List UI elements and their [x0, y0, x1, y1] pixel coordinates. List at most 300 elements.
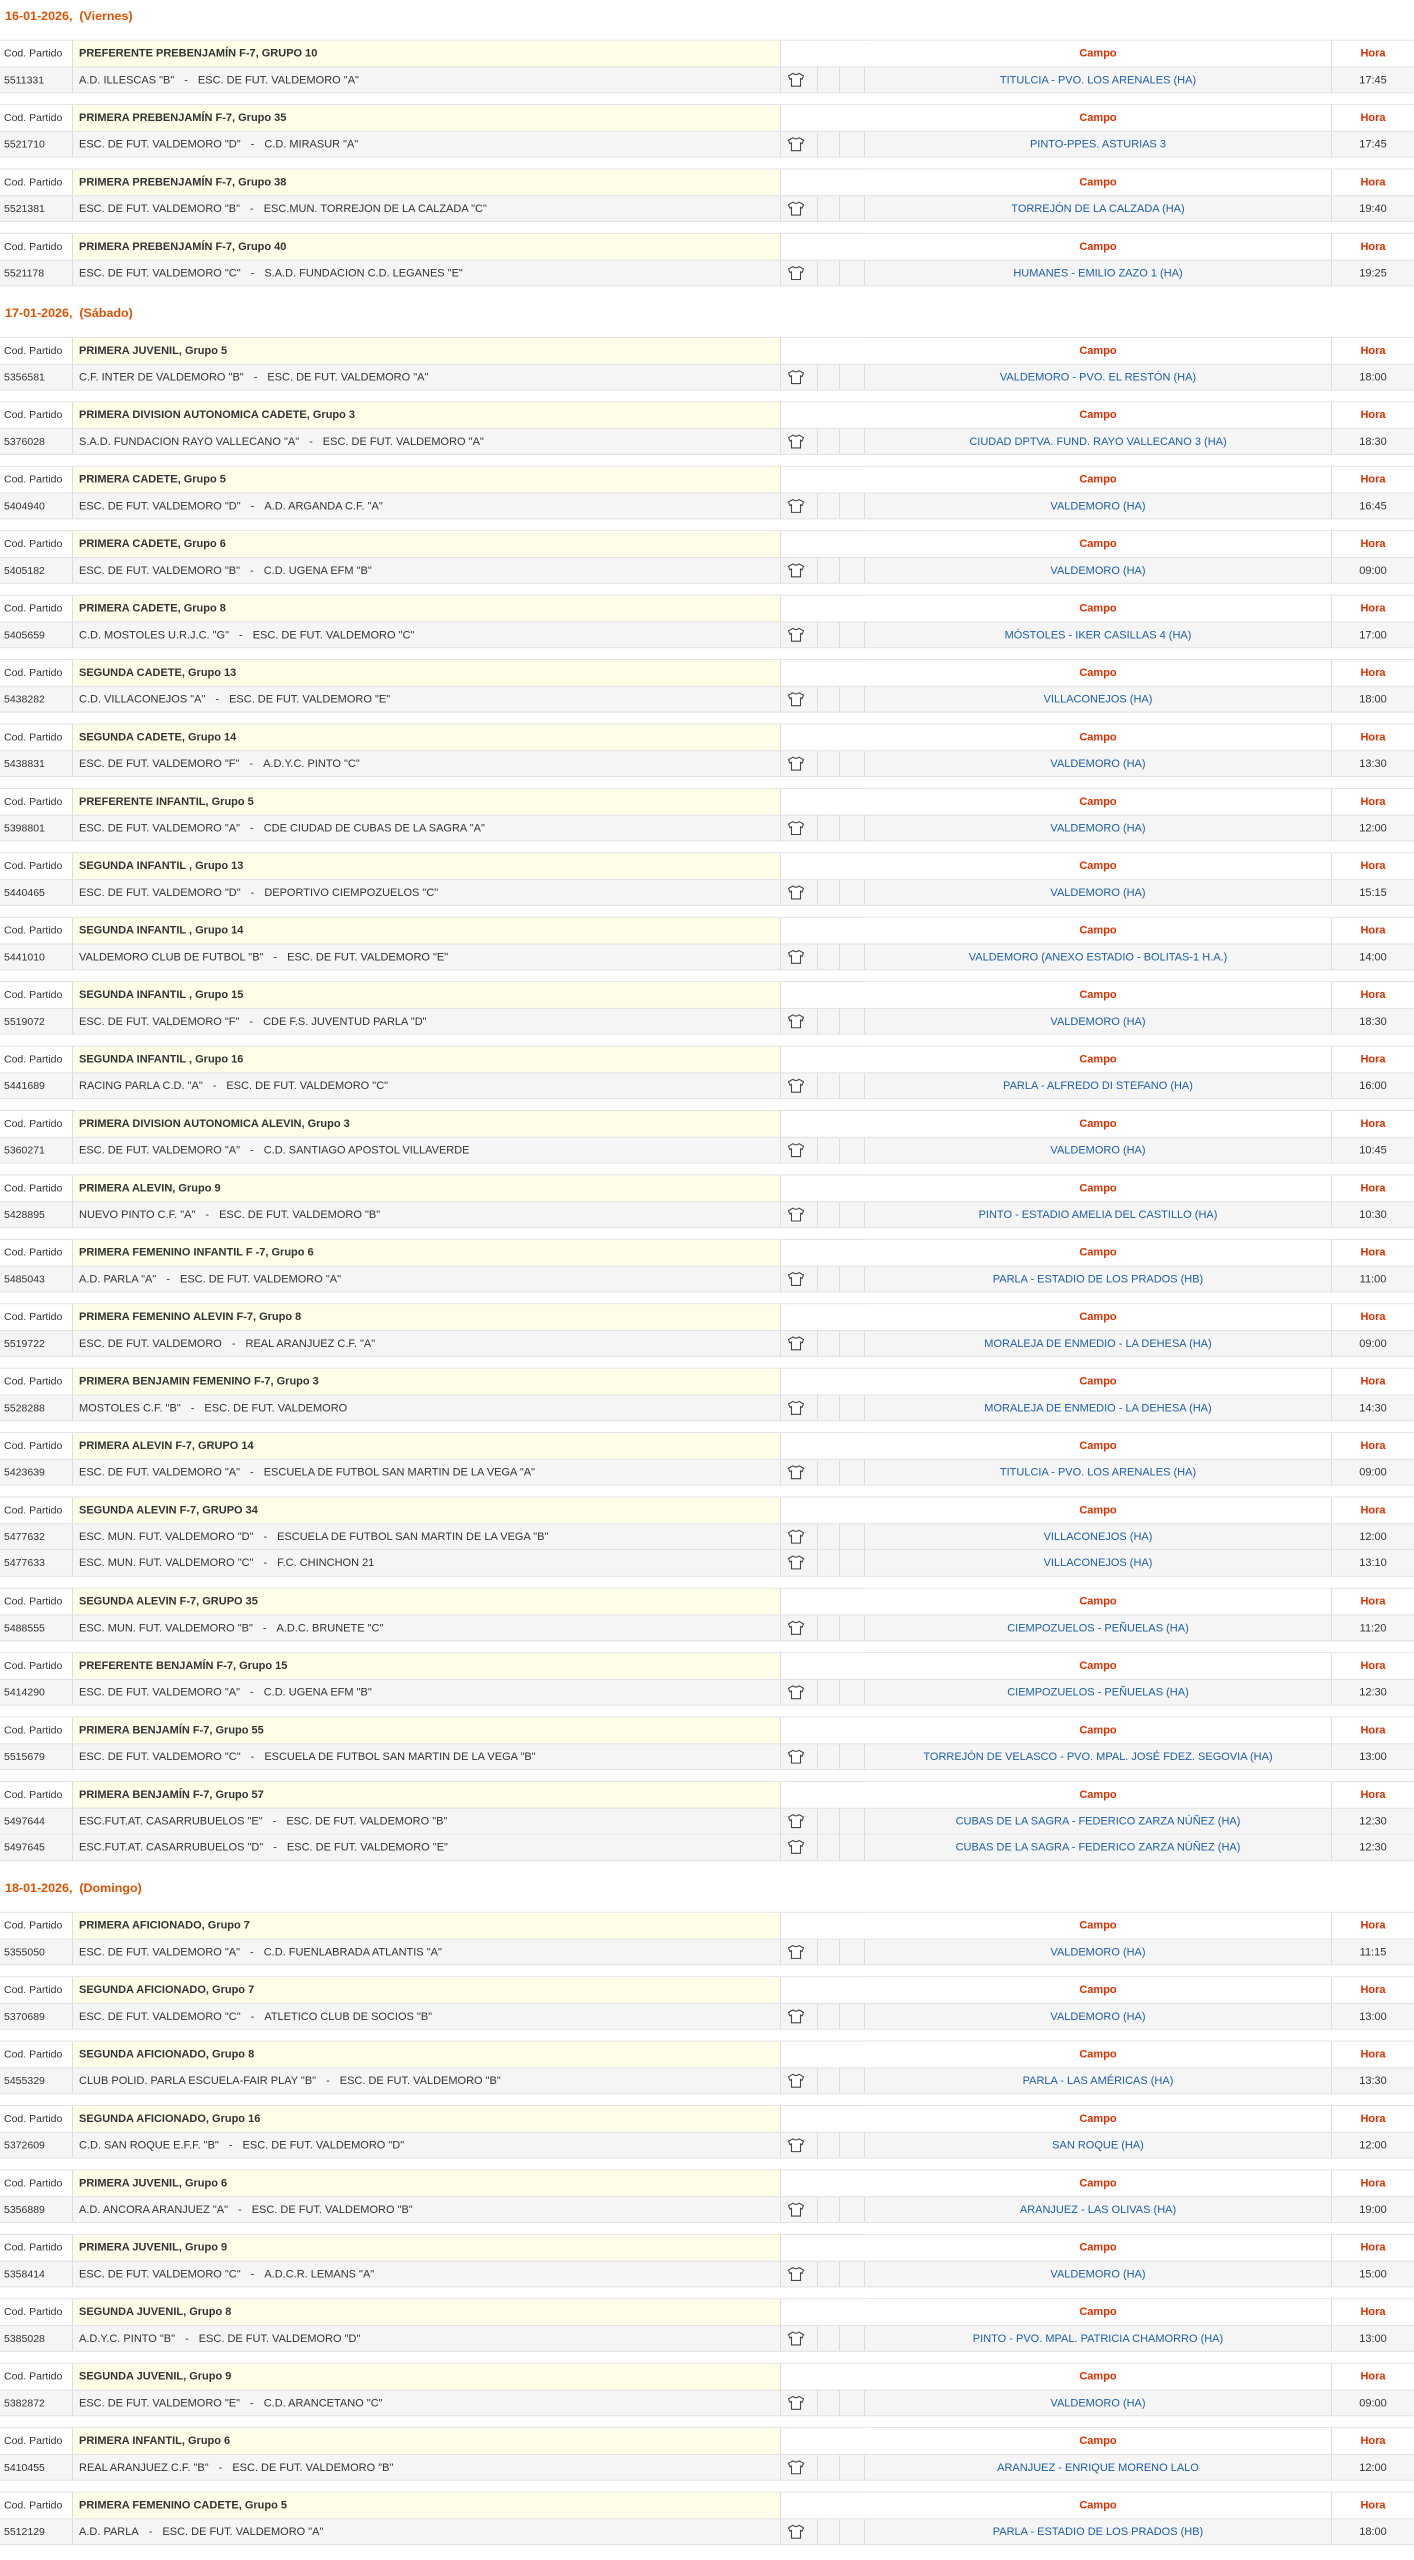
team-separator: - — [250, 267, 255, 280]
shirt-icon[interactable] — [787, 1813, 805, 1828]
venue-link[interactable]: VILLACONEJOS (HA) — [865, 1550, 1332, 1576]
home-team[interactable]: VALDEMORO CLUB DE FUTBOL "B" — [79, 951, 264, 964]
competition-name[interactable]: PRIMERA INFANTIL, Grupo 6 — [73, 2428, 781, 2454]
competition-name[interactable]: SEGUNDA INFANTIL , Grupo 14 — [73, 918, 781, 944]
home-team[interactable]: ESC. DE FUT. VALDEMORO — [79, 1337, 222, 1350]
home-team[interactable]: A.D.Y.C. PINTO "B" — [79, 2333, 176, 2345]
match-teams — [73, 261, 781, 286]
away-team[interactable]: C.D. UGENA EFM "B" — [263, 564, 372, 577]
shirt-icon[interactable] — [787, 369, 805, 384]
venue-link[interactable]: VALDEMORO (HA) — [865, 1940, 1332, 1965]
shirt-icon[interactable] — [787, 2009, 805, 2024]
away-team[interactable]: S.A.D. FUNDACION C.D. LEGANES "E" — [264, 267, 463, 280]
competition-header — [0, 40, 1414, 67]
cell-divider — [839, 2262, 840, 2287]
col-campo: Campo — [865, 2364, 1332, 2390]
competition-block — [0, 981, 1414, 1035]
col-hora: Hora — [1360, 2112, 1386, 2125]
shirt-icon[interactable] — [787, 265, 805, 280]
away-team[interactable]: ESC. DE FUT. VALDEMORO "A" — [197, 74, 359, 87]
home-team[interactable]: ESC. DE FUT. VALDEMORO "A" — [79, 822, 241, 835]
competition-name[interactable]: PRIMERA ALEVIN F-7, GRUPO 14 — [73, 1433, 781, 1459]
shirt-cell[interactable] — [781, 429, 865, 454]
away-team[interactable]: C.D. FUENLABRADA ATLANTIS "A" — [263, 1946, 442, 1959]
match-teams — [73, 429, 781, 454]
shirt-cell[interactable] — [781, 751, 865, 776]
match-time: 12:00 — [1359, 2139, 1387, 2152]
shirt-icon[interactable] — [787, 498, 805, 513]
home-team[interactable]: ESC. DE FUT. VALDEMORO "D" — [79, 500, 241, 513]
shirt-icon[interactable] — [787, 1620, 805, 1635]
cell-divider — [839, 880, 840, 905]
shirt-icon[interactable] — [787, 1749, 805, 1764]
home-team[interactable]: ESC. DE FUT. VALDEMORO "B" — [79, 564, 241, 577]
venue-link[interactable]: TITULCIA - PVO. LOS ARENALES (HA) — [865, 67, 1332, 92]
home-team[interactable]: ESC.FUT.AT. CASARRUBUELOS "E" — [79, 1815, 263, 1828]
venue-link[interactable]: MORALEJA DE ENMEDIO - LA DEHESA (HA) — [865, 1395, 1332, 1420]
home-team[interactable]: C.D. VILLACONEJOS "A" — [79, 693, 206, 706]
home-team[interactable]: C.F. INTER DE VALDEMORO "B" — [79, 371, 244, 384]
shirt-cell[interactable] — [781, 1615, 865, 1640]
shirt-icon[interactable] — [787, 1013, 805, 1028]
match-row — [0, 195, 1414, 222]
competition-name[interactable]: PRIMERA CADETE, Grupo 5 — [73, 467, 781, 493]
venue-link[interactable]: VALDEMORO (HA) — [865, 1138, 1332, 1163]
competition-block — [0, 659, 1414, 713]
shirt-cell[interactable] — [781, 2455, 865, 2480]
col-campo: Campo — [865, 1240, 1332, 1266]
away-team[interactable]: ESC. DE FUT. VALDEMORO "A" — [267, 371, 429, 384]
competition-header — [0, 530, 1414, 557]
cell-divider — [839, 1073, 840, 1098]
away-team[interactable]: ESC. DE FUT. VALDEMORO "B" — [339, 2075, 501, 2088]
shirt-cell[interactable] — [781, 1460, 865, 1485]
competition-block — [0, 530, 1414, 584]
venue-link[interactable]: ARANJUEZ - ENRIQUE MORENO LALO — [865, 2455, 1332, 2480]
venue-link[interactable]: VALDEMORO (HA) — [865, 2004, 1332, 2029]
away-team[interactable]: ESC. DE FUT. VALDEMORO "D" — [242, 2139, 405, 2152]
shirt-cell[interactable] — [781, 1009, 865, 1034]
col-campo: Campo — [865, 1433, 1332, 1459]
team-separator: - — [263, 1556, 268, 1569]
home-team[interactable]: ESC. DE FUT. VALDEMORO "B" — [79, 203, 241, 216]
home-team[interactable]: ESC. DE FUT. VALDEMORO "D" — [79, 138, 241, 151]
competition-name[interactable]: SEGUNDA ALEVIN F-7, GRUPO 35 — [73, 1589, 781, 1615]
shirt-icon[interactable] — [787, 1336, 805, 1351]
competition-name[interactable]: PREFERENTE INFANTIL, Grupo 5 — [73, 789, 781, 815]
home-team[interactable]: RACING PARLA C.D. "A" — [79, 1080, 203, 1093]
away-team[interactable]: ESC.MUN. TORREJON DE LA CALZADA "C" — [263, 203, 487, 216]
match-row — [0, 66, 1414, 93]
competition-name[interactable]: SEGUNDA JUVENIL, Grupo 9 — [73, 2364, 781, 2390]
shirt-icon[interactable] — [787, 2331, 805, 2346]
shirt-cell[interactable] — [781, 1331, 865, 1356]
away-team[interactable]: ESC. DE FUT. VALDEMORO "B" — [286, 1815, 448, 1828]
away-team[interactable]: ESC. DE FUT. VALDEMORO "E" — [286, 1841, 448, 1854]
away-team[interactable]: A.D.C.R. LEMANS "A" — [264, 2268, 375, 2281]
venue-link[interactable]: VILLACONEJOS (HA) — [865, 1524, 1332, 1549]
competition-name[interactable]: SEGUNDA AFICIONADO, Grupo 7 — [73, 1977, 781, 2003]
venue-link[interactable]: VALDEMORO (ANEXO ESTADIO - BOLITAS-1 H.A.) — [865, 945, 1332, 970]
competition-name[interactable]: SEGUNDA INFANTIL , Grupo 15 — [73, 982, 781, 1008]
home-team[interactable]: ESC. MUN. FUT. VALDEMORO "D" — [79, 1531, 254, 1544]
shirt-icon[interactable] — [787, 72, 805, 87]
venue-link[interactable]: VALDEMORO (HA) — [865, 816, 1332, 841]
match-code: 5511331 — [0, 67, 73, 92]
venue-link[interactable]: PARLA - LAS AMÉRICAS (HA) — [865, 2068, 1332, 2093]
venue-link[interactable]: SAN ROQUE (HA) — [865, 2133, 1332, 2158]
competition-name[interactable]: PRIMERA PREBENJAMÍN F-7, Grupo 38 — [73, 169, 781, 195]
match-row — [0, 1743, 1414, 1770]
home-team[interactable]: C.D. SAN ROQUE E.F.F. "B" — [79, 2139, 219, 2152]
competition-name[interactable]: PREFERENTE BENJAMÍN F-7, Grupo 15 — [73, 1653, 781, 1679]
shirt-icon[interactable] — [787, 949, 805, 964]
venue-link[interactable]: VALDEMORO (HA) — [865, 1009, 1332, 1034]
competition-name[interactable]: SEGUNDA INFANTIL , Grupo 16 — [73, 1047, 781, 1073]
col-cod-partido: Cod. Partido — [0, 1433, 73, 1459]
shirt-icon[interactable] — [787, 201, 805, 216]
col-cod-partido: Cod. Partido — [0, 2493, 73, 2519]
col-cod-partido: Cod. Partido — [0, 1589, 73, 1615]
competition-block — [0, 2363, 1414, 2417]
competition-header — [0, 1717, 1414, 1744]
home-team[interactable]: ESC. DE FUT. VALDEMORO "C" — [79, 267, 241, 280]
shirt-cell[interactable] — [781, 1073, 865, 1098]
cell-divider — [839, 751, 840, 776]
competition-block — [0, 1239, 1414, 1293]
cell-divider — [817, 1073, 818, 1098]
team-separator: - — [263, 1531, 268, 1544]
cell-divider — [817, 1834, 818, 1860]
away-team[interactable]: F.C. CHINCHON 21 — [277, 1556, 375, 1569]
team-separator: - — [249, 758, 254, 771]
shirt-icon[interactable] — [787, 563, 805, 578]
competition-name[interactable]: SEGUNDA ALEVIN F-7, GRUPO 34 — [73, 1498, 781, 1524]
away-team[interactable]: CDE F.S. JUVENTUD PARLA "D" — [263, 1015, 427, 1028]
competition-name[interactable]: SEGUNDA AFICIONADO, Grupo 8 — [73, 2042, 781, 2068]
away-team[interactable]: ESC. DE FUT. VALDEMORO "D" — [198, 2333, 361, 2345]
shirt-cell[interactable] — [781, 1834, 865, 1860]
shirt-icon[interactable] — [787, 2395, 805, 2410]
away-team[interactable]: C.D. ARANCETANO "C" — [263, 2397, 383, 2410]
match-row — [0, 1550, 1414, 1577]
home-team[interactable]: MOSTOLES C.F. "B" — [79, 1402, 181, 1415]
col-campo: Campo — [865, 1913, 1332, 1939]
shirt-cell[interactable] — [781, 2262, 865, 2287]
shirt-icon[interactable] — [787, 691, 805, 706]
shirt-cell[interactable] — [781, 816, 865, 841]
match-time: 14:30 — [1359, 1402, 1387, 1415]
away-team[interactable]: A.D.C. BRUNETE "C" — [276, 1622, 384, 1635]
competition-name[interactable]: PRIMERA FEMENINO CADETE, Grupo 5 — [73, 2493, 781, 2519]
shirt-icon[interactable] — [787, 1078, 805, 1093]
away-team[interactable]: ESCUELA DE FUTBOL SAN MARTIN DE LA VEGA "B" — [277, 1531, 549, 1544]
shirt-cell[interactable] — [781, 1940, 865, 1965]
shirt-cell[interactable] — [781, 2390, 865, 2415]
home-team[interactable]: CLUB POLID. PARLA ESCUELA-FAIR PLAY "B" — [79, 2075, 317, 2088]
venue-link[interactable]: VALDEMORO - PVO. EL RESTÓN (HA) — [865, 365, 1332, 390]
shirt-icon[interactable] — [787, 820, 805, 835]
shirt-icon[interactable] — [787, 2073, 805, 2088]
home-team[interactable]: S.A.D. FUNDACION RAYO VALLECANO "A" — [79, 436, 300, 448]
home-team[interactable]: ESC. DE FUT. VALDEMORO "F" — [79, 1015, 240, 1028]
competition-name[interactable]: SEGUNDA AFICIONADO, Grupo 16 — [73, 2106, 781, 2132]
home-team[interactable]: A.D. PARLA "A" — [79, 1273, 157, 1286]
team-separator: - — [250, 138, 255, 151]
col-hora: Hora — [1360, 924, 1386, 937]
team-separator: - — [215, 693, 220, 706]
shirt-icon[interactable] — [787, 1207, 805, 1222]
shirt-cell[interactable] — [781, 2326, 865, 2351]
shirt-cell[interactable] — [781, 945, 865, 970]
venue-link[interactable]: PARLA - ESTADIO DE LOS PRADOS (HB) — [865, 1267, 1332, 1292]
competition-name[interactable]: PRIMERA JUVENIL, Grupo 5 — [73, 338, 781, 364]
home-team[interactable]: REAL ARANJUEZ C.F. "B" — [79, 2461, 209, 2474]
away-team[interactable]: CDE CIUDAD DE CUBAS DE LA SAGRA "A" — [263, 822, 485, 835]
venue-link[interactable]: VALDEMORO (HA) — [865, 558, 1332, 583]
shirt-cell[interactable] — [781, 365, 865, 390]
home-team[interactable]: ESC. DE FUT. VALDEMORO "C" — [79, 1751, 241, 1764]
away-team[interactable]: ESC. DE FUT. VALDEMORO "C" — [226, 1080, 389, 1093]
shirt-cell[interactable] — [781, 1202, 865, 1227]
shirt-cell[interactable] — [781, 1680, 865, 1705]
cell-divider — [839, 1524, 840, 1549]
venue-link[interactable]: CIUDAD DPTVA. FUND. RAYO VALLECANO 3 (HA) — [865, 429, 1332, 454]
away-team[interactable]: ESCUELA DE FUTBOL SAN MARTIN DE LA VEGA "A" — [263, 1466, 535, 1479]
away-team[interactable]: ESC. DE FUT. VALDEMORO "A" — [179, 1273, 342, 1286]
competition-name[interactable]: PRIMERA ALEVIN, Grupo 9 — [73, 1175, 781, 1201]
shirt-icon[interactable] — [787, 2202, 805, 2217]
competition-name[interactable]: PREFERENTE PREBENJAMÍN F-7, GRUPO 10 — [73, 41, 781, 67]
competition-name[interactable]: PRIMERA FEMENINO INFANTIL F -7, Grupo 6 — [73, 1240, 781, 1266]
venue-link[interactable]: MÓSTOLES - IKER CASILLAS 4 (HA) — [865, 622, 1332, 647]
home-team[interactable]: NUEVO PINTO C.F. "A" — [79, 1209, 196, 1222]
shirt-cell[interactable] — [781, 1550, 865, 1576]
match-teams — [73, 816, 781, 841]
away-team[interactable]: DEPORTIVO CIEMPOZUELOS "C" — [264, 887, 439, 899]
cell-divider — [817, 196, 818, 221]
shirt-cell[interactable] — [781, 2133, 865, 2158]
match-time: 18:00 — [1359, 371, 1387, 384]
venue-link[interactable]: CUBAS DE LA SAGRA - FEDERICO ZARZA NÚÑEZ (HA) — [865, 1809, 1332, 1834]
match-code: 5515679 — [0, 1744, 73, 1769]
shirt-cell[interactable] — [781, 196, 865, 221]
venue-link[interactable]: CUBAS DE LA SAGRA - FEDERICO ZARZA NÚÑEZ (HA) — [865, 1834, 1332, 1860]
away-team[interactable]: ESC. DE FUT. VALDEMORO "E" — [229, 693, 391, 706]
shirt-cell[interactable] — [781, 1395, 865, 1420]
home-team[interactable]: ESC. MUN. FUT. VALDEMORO "C" — [79, 1556, 254, 1569]
shirt-icon[interactable] — [787, 885, 805, 900]
home-team[interactable]: C.D. MOSTOLES U.R.J.C. "G" — [79, 629, 230, 642]
home-team[interactable]: ESC. DE FUT. VALDEMORO "A" — [79, 1144, 241, 1157]
away-team[interactable]: REAL ARANJUEZ C.F. "A" — [245, 1337, 376, 1350]
venue-link[interactable]: PARLA - ESTADIO DE LOS PRADOS (HB) — [865, 2519, 1332, 2544]
match-code: 5521178 — [0, 261, 73, 286]
home-team[interactable]: ESC. DE FUT. VALDEMORO "F" — [79, 758, 240, 771]
competition-block — [0, 1781, 1414, 1861]
home-team[interactable]: ESC. DE FUT. VALDEMORO "A" — [79, 1686, 241, 1699]
home-team[interactable]: ESC. DE FUT. VALDEMORO "E" — [79, 2397, 241, 2410]
competition-header — [0, 466, 1414, 493]
away-team[interactable]: ESC. DE FUT. VALDEMORO "B" — [219, 1209, 381, 1222]
shirt-icon[interactable] — [787, 1944, 805, 1959]
venue-link[interactable]: TORREJÓN DE VELASCO - PVO. MPAL. JOSÉ FDEZ. SEGOVIA (HA) — [865, 1744, 1332, 1769]
shirt-icon[interactable] — [787, 627, 805, 642]
venue-link[interactable]: VALDEMORO (HA) — [865, 2262, 1332, 2287]
match-code: 5382872 — [0, 2390, 73, 2415]
match-teams — [73, 2197, 781, 2222]
venue-link[interactable]: HUMANES - EMILIO ZAZO 1 (HA) — [865, 261, 1332, 286]
home-team[interactable]: ESC.FUT.AT. CASARRUBUELOS "D" — [79, 1841, 264, 1854]
away-team[interactable]: C.D. SANTIAGO APOSTOL VILLAVERDE — [263, 1144, 470, 1157]
shirt-cell[interactable] — [781, 2197, 865, 2222]
home-team[interactable]: ESC. DE FUT. VALDEMORO "C" — [79, 2268, 241, 2281]
competition-name[interactable]: PRIMERA JUVENIL, Grupo 9 — [73, 2235, 781, 2261]
home-team[interactable]: ESC. DE FUT. VALDEMORO "A" — [79, 1466, 241, 1479]
venue-link[interactable]: TITULCIA - PVO. LOS ARENALES (HA) — [865, 1460, 1332, 1485]
competition-name[interactable]: PRIMERA CADETE, Grupo 6 — [73, 531, 781, 557]
shirt-cell[interactable] — [781, 2519, 865, 2544]
shirt-cell[interactable] — [781, 687, 865, 712]
competition-name[interactable]: PRIMERA CADETE, Grupo 8 — [73, 596, 781, 622]
match-time: 15:15 — [1359, 887, 1387, 899]
shirt-cell[interactable] — [781, 622, 865, 647]
shirt-cell[interactable] — [781, 67, 865, 92]
venue-link[interactable]: VALDEMORO (HA) — [865, 494, 1332, 519]
shirt-cell[interactable] — [781, 1809, 865, 1834]
cell-divider — [817, 2262, 818, 2287]
away-team[interactable]: ESC. DE FUT. VALDEMORO "B" — [232, 2461, 394, 2474]
match-code: 5497645 — [0, 1834, 73, 1860]
competition-name[interactable]: PRIMERA DIVISION AUTONOMICA CADETE, Grupo 3 — [73, 402, 781, 428]
away-team[interactable]: C.D. MIRASUR "A" — [264, 138, 359, 151]
away-team[interactable]: ESC. DE FUT. VALDEMORO — [204, 1402, 348, 1415]
match-row — [0, 557, 1414, 584]
away-team[interactable]: ESC. DE FUT. VALDEMORO "C" — [252, 629, 415, 642]
away-team[interactable]: ESC. DE FUT. VALDEMORO "A" — [322, 436, 484, 448]
venue-link[interactable]: MORALEJA DE ENMEDIO - LA DEHESA (HA) — [865, 1331, 1332, 1356]
away-team[interactable]: ATLETICO CLUB DE SOCIOS "B" — [264, 2010, 433, 2023]
venue-link[interactable]: VALDEMORO (HA) — [865, 751, 1332, 776]
competition-name[interactable]: SEGUNDA CADETE, Grupo 13 — [73, 660, 781, 686]
shirt-cell[interactable] — [781, 1267, 865, 1292]
away-team[interactable]: ESC. DE FUT. VALDEMORO "E" — [287, 951, 449, 964]
shirt-cell[interactable] — [781, 261, 865, 286]
shirt-cell[interactable] — [781, 494, 865, 519]
venue-link[interactable]: PARLA - ALFREDO DI STEFANO (HA) — [865, 1073, 1332, 1098]
venue-link[interactable]: CIEMPOZUELOS - PEÑUELAS (HA) — [865, 1680, 1332, 1705]
competition-name[interactable]: PRIMERA AFICIONADO, Grupo 7 — [73, 1913, 781, 1939]
home-team[interactable]: A.D. ANCORA ARANJUEZ "A" — [79, 2204, 229, 2217]
shirt-icon[interactable] — [787, 2137, 805, 2152]
shirt-cell[interactable] — [781, 1524, 865, 1549]
shirt-icon[interactable] — [787, 1555, 805, 1570]
competition-header — [0, 659, 1414, 686]
shirt-icon[interactable] — [787, 1529, 805, 1544]
venue-link[interactable]: PINTO - PVO. MPAL. PATRICIA CHAMORRO (HA) — [865, 2326, 1332, 2351]
competition-name[interactable]: PRIMERA BENJAMÍN F-7, Grupo 57 — [73, 1782, 781, 1808]
venue-link[interactable]: VILLACONEJOS (HA) — [865, 687, 1332, 712]
shirt-icon[interactable] — [787, 2459, 805, 2474]
shirt-icon[interactable] — [787, 1271, 805, 1286]
shirt-icon[interactable] — [787, 1684, 805, 1699]
cell-divider — [839, 2390, 840, 2415]
cell-divider — [839, 1009, 840, 1034]
venue-link[interactable]: PINTO - ESTADIO AMELIA DEL CASTILLO (HA) — [865, 1202, 1332, 1227]
col-campo: Campo — [865, 918, 1332, 944]
team-separator: - — [250, 1144, 254, 1157]
home-team[interactable]: A.D. PARLA — [79, 2526, 139, 2539]
competition-name[interactable]: PRIMERA BENJAMIN FEMENINO F-7, Grupo 3 — [73, 1369, 781, 1395]
shirt-icon[interactable] — [787, 1464, 805, 1479]
venue-link[interactable]: TORREJÓN DE LA CALZADA (HA) — [865, 196, 1332, 221]
competition-name[interactable]: SEGUNDA CADETE, Grupo 14 — [73, 724, 781, 750]
venue-link[interactable]: ARANJUEZ - LAS OLIVAS (HA) — [865, 2197, 1332, 2222]
venue-link[interactable]: CIEMPOZUELOS - PEÑUELAS (HA) — [865, 1615, 1332, 1640]
team-separator: - — [250, 203, 254, 216]
away-team[interactable]: A.D. ARGANDA C.F. "A" — [264, 500, 383, 513]
shirt-cell[interactable] — [781, 1138, 865, 1163]
competition-name[interactable]: PRIMERA FEMENINO ALEVIN F-7, Grupo 8 — [73, 1304, 781, 1330]
venue-link[interactable]: VALDEMORO (HA) — [865, 880, 1332, 905]
cell-divider — [839, 945, 840, 970]
col-cod-partido: Cod. Partido — [0, 982, 73, 1008]
shirt-icon[interactable] — [787, 136, 805, 151]
competition-name[interactable]: PRIMERA PREBENJAMÍN F-7, Grupo 40 — [73, 234, 781, 260]
shirt-icon[interactable] — [787, 1400, 805, 1415]
shirt-cell[interactable] — [781, 132, 865, 157]
home-team[interactable]: A.D. ILLESCAS "B" — [79, 74, 175, 87]
shirt-icon[interactable] — [787, 1839, 805, 1854]
shirt-icon[interactable] — [787, 756, 805, 771]
match-time: 19:25 — [1359, 267, 1387, 280]
venue-link[interactable]: PINTO-PPES. ASTURIAS 3 — [865, 132, 1332, 157]
shirt-icon[interactable] — [787, 1142, 805, 1157]
competition-name[interactable]: SEGUNDA INFANTIL , Grupo 13 — [73, 853, 781, 879]
away-team[interactable]: ESC. DE FUT. VALDEMORO "A" — [162, 2526, 324, 2539]
competition-name[interactable]: PRIMERA DIVISION AUTONOMICA ALEVIN, Grupo 3 — [73, 1111, 781, 1137]
shirt-cell[interactable] — [781, 880, 865, 905]
cell-divider — [817, 751, 818, 776]
shirt-cell[interactable] — [781, 2068, 865, 2093]
away-team[interactable]: A.D.Y.C. PINTO "C" — [263, 758, 360, 771]
competition-name[interactable]: PRIMERA JUVENIL, Grupo 6 — [73, 2170, 781, 2196]
competition-name[interactable]: SEGUNDA JUVENIL, Grupo 8 — [73, 2299, 781, 2325]
home-team[interactable]: ESC. MUN. FUT. VALDEMORO "B" — [79, 1622, 253, 1635]
cell-divider — [839, 1550, 840, 1576]
shirt-cell[interactable] — [781, 558, 865, 583]
shirt-cell[interactable] — [781, 2004, 865, 2029]
competition-name[interactable]: PRIMERA BENJAMÍN F-7, Grupo 55 — [73, 1718, 781, 1744]
cell-divider — [817, 1202, 818, 1227]
shirt-icon[interactable] — [787, 2266, 805, 2281]
team-separator: - — [272, 1815, 277, 1828]
competition-name[interactable]: PRIMERA PREBENJAMÍN F-7, Grupo 35 — [73, 105, 781, 131]
shirt-icon[interactable] — [787, 434, 805, 449]
away-team[interactable]: C.D. UGENA EFM "B" — [263, 1686, 372, 1699]
shirt-cell[interactable] — [781, 1744, 865, 1769]
away-team[interactable]: ESCUELA DE FUTBOL SAN MARTIN DE LA VEGA "B" — [264, 1751, 536, 1764]
match-time: 19:00 — [1359, 2204, 1387, 2217]
venue-link[interactable]: VALDEMORO (HA) — [865, 2390, 1332, 2415]
competition-header — [0, 1912, 1414, 1939]
home-team[interactable]: ESC. DE FUT. VALDEMORO "C" — [79, 2010, 241, 2023]
home-team[interactable]: ESC. DE FUT. VALDEMORO "D" — [79, 887, 241, 899]
match-teams — [73, 2262, 781, 2287]
home-team[interactable]: ESC. DE FUT. VALDEMORO "A" — [79, 1946, 241, 1959]
away-team[interactable]: ESC. DE FUT. VALDEMORO "B" — [251, 2204, 413, 2217]
shirt-icon[interactable] — [787, 2524, 805, 2539]
